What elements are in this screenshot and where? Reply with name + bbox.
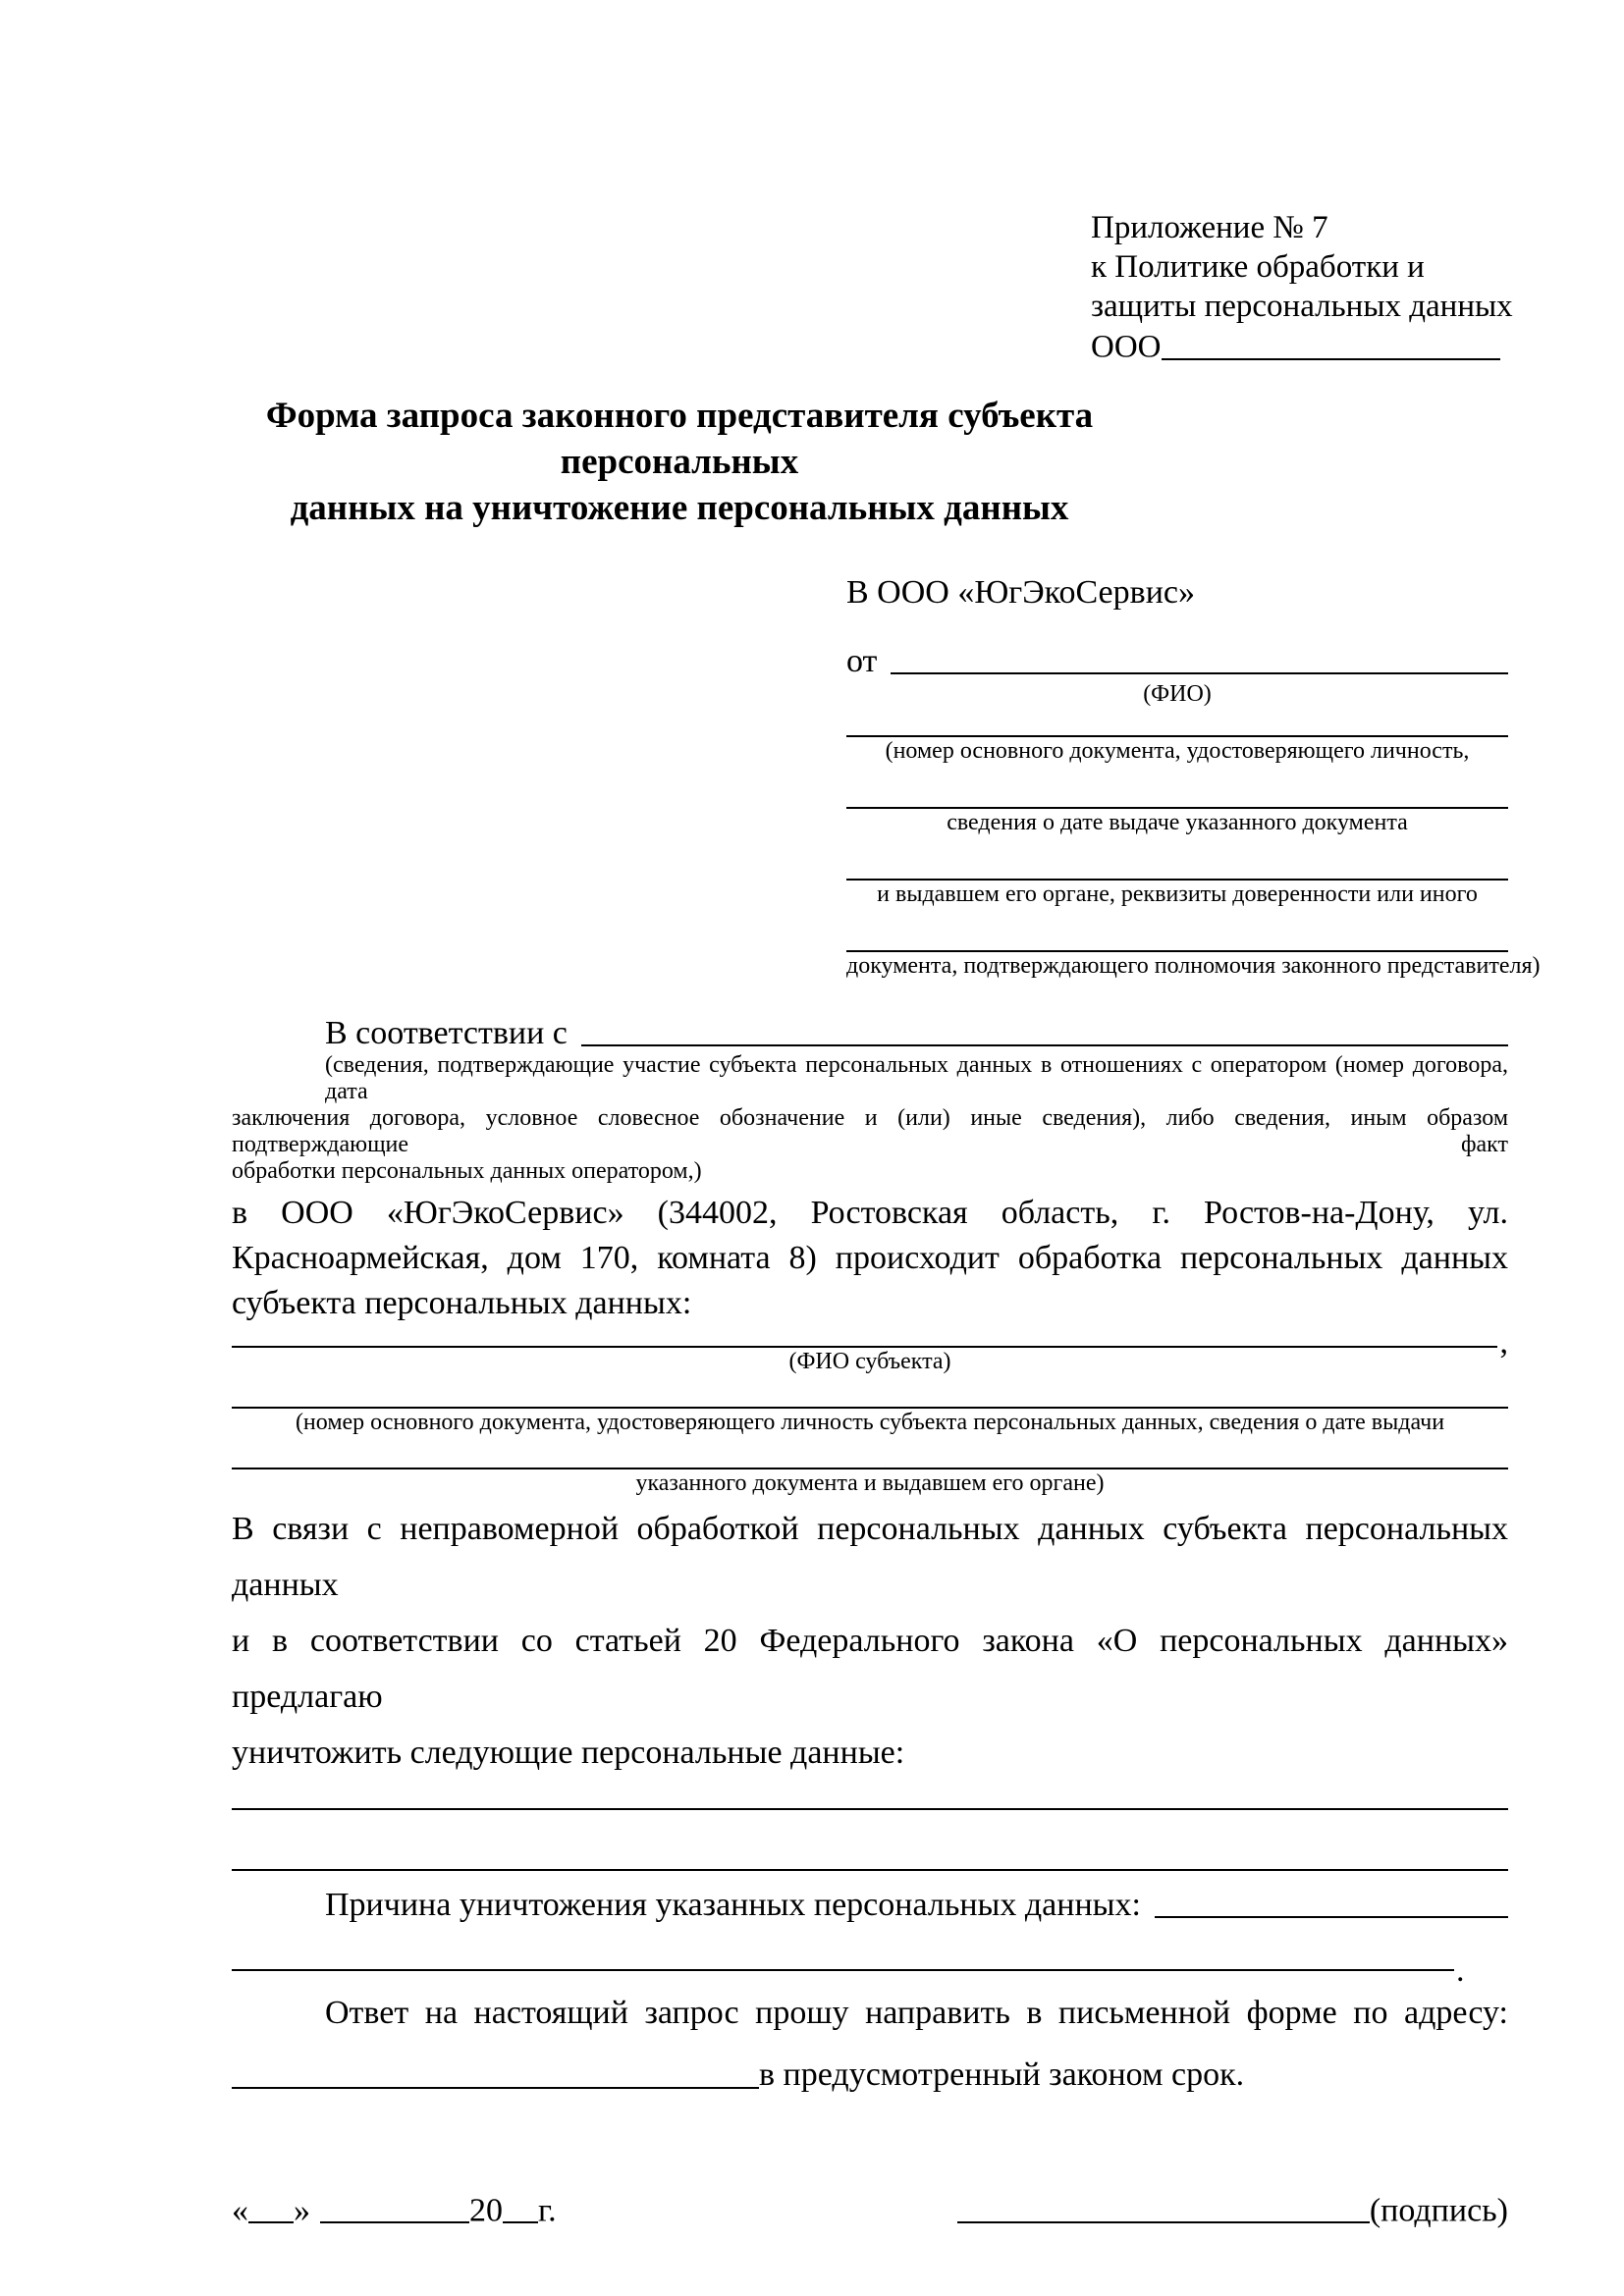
reason-continuation-row <box>232 1936 1508 1989</box>
issuing-authority-caption: и выдавшем его органе, реквизиты доверенности или иного <box>877 881 1478 907</box>
subject-fio-comma: , <box>1499 1323 1508 1361</box>
attachment-company-row <box>1091 326 1508 367</box>
footnote-line-3: обработки персональных данных оператором,) <box>232 1157 702 1184</box>
unlawful-line-1: В связи с неправомерной обработкой персональных данных субъекта персональных данных <box>232 1510 1508 1603</box>
subject-document-caption-1: (номер основного документа, удостоверяющего личность субъекта персональных данных, сведения о дате выдачи <box>295 1409 1445 1435</box>
attachment-line-3: защиты персональных данных <box>1091 289 1513 324</box>
company-prefix: ООО <box>1091 329 1162 365</box>
document-number-blank-field[interactable] <box>846 708 1508 737</box>
reason-end-dot: . <box>1456 1951 1465 1989</box>
fio-caption: (ФИО) <box>1143 680 1212 707</box>
year-prefix: 20 <box>469 2192 503 2229</box>
attachment-line-1: Приложение № 7 <box>1091 210 1328 245</box>
accordance-footnote <box>232 1052 1508 1185</box>
subject-document-blank-field[interactable] <box>232 1375 1508 1409</box>
from-label: от <box>846 642 878 679</box>
addressee-block <box>846 572 1541 980</box>
data-to-destroy-blank-field-1[interactable] <box>232 1781 1508 1810</box>
unlawful-paragraph <box>232 1501 1508 1781</box>
signature-group <box>957 2189 1508 2230</box>
addressee-to: В ООО «ЮгЭкоСервис» <box>846 573 1195 611</box>
authority-document-caption: документа, подтверждающего полномочия законного представителя) <box>846 952 1541 979</box>
company-name-blank-field[interactable] <box>1162 329 1500 360</box>
signature-blank-field[interactable] <box>957 2192 1370 2224</box>
title-line-2: данных на уничтожение персональных данных <box>290 487 1069 528</box>
document-number-caption: (номер основного документа, удостоверяющего личность, <box>885 737 1470 764</box>
issue-date-caption: сведения о дате выдаче указанного документа <box>947 809 1408 835</box>
from-row <box>846 637 1508 680</box>
date-month-blank-field[interactable] <box>320 2192 469 2224</box>
reason-blank-field[interactable] <box>1155 1916 1508 1918</box>
operator-line-3: субъекта персональных данных: <box>232 1284 692 1321</box>
reason-label: Причина уничтожения указанных персональных данных: <box>325 1886 1141 1923</box>
reason-row <box>232 1877 1508 1924</box>
operator-line-2: Красноармейская, дом 170, комната 8) происходит обработка персональных данных <box>232 1239 1508 1276</box>
attachment-note <box>1091 208 1513 367</box>
date-group <box>232 2189 557 2230</box>
footnote-line-1: (сведения, подтверждающие участие субъекта персональных данных в отношениях с оператором (номер договора, дата <box>325 1051 1508 1104</box>
answer-line-2-suffix: в предусмотренный законом срок. <box>759 2056 1245 2093</box>
date-day-blank-field[interactable] <box>248 2192 294 2224</box>
date-close-quote: » <box>294 2192 310 2229</box>
title-line-1: Форма запроса законного представителя субъекта персональных <box>265 395 1094 482</box>
subject-document-caption-2: указанного документа и выдавшем его органе) <box>635 1469 1105 1496</box>
date-signature-row <box>232 2189 1508 2230</box>
accordance-label: В соответствии с <box>325 1014 568 1051</box>
page-title <box>232 393 1127 531</box>
answer-address-row <box>232 2050 1508 2095</box>
attachment-line-2: к Политике обработки и <box>1091 249 1425 285</box>
footnote-line-2: заключения договора, условное словесное обозначение и (или) иные сведения), либо сведения, иным образом подтверждающие факт <box>232 1104 1508 1157</box>
from-name-blank-field[interactable] <box>891 672 1508 674</box>
answer-address-blank-field[interactable] <box>232 2087 759 2089</box>
date-open-quote: « <box>232 2192 248 2229</box>
subject-fio-caption: (ФИО субъекта) <box>788 1348 951 1374</box>
date-year-blank-field[interactable] <box>503 2192 538 2224</box>
accordance-row <box>232 1007 1508 1052</box>
answer-line-1: Ответ на настоящий запрос прошу направить в письменной форме по адресу: <box>325 1994 1508 2031</box>
unlawful-line-2: и в соответствии со статьей 20 Федерального закона «О персональных данных» предлагаю <box>232 1622 1508 1715</box>
accordance-blank-field[interactable] <box>581 1044 1508 1046</box>
issue-date-blank-field[interactable] <box>846 765 1508 809</box>
unlawful-line-3: уничтожить следующие персональные данные: <box>232 1734 905 1771</box>
authority-document-blank-field[interactable] <box>846 908 1508 952</box>
issuing-authority-blank-field[interactable] <box>846 836 1508 881</box>
year-suffix: г. <box>538 2192 557 2229</box>
operator-line-1: в ООО «ЮгЭкоСервис» (344002, Ростовская область, г. Ростов-на-Дону, ул. <box>232 1194 1508 1231</box>
signature-caption: (подпись) <box>1369 2192 1508 2229</box>
operator-paragraph <box>232 1191 1508 1326</box>
reason-blank-field-2[interactable] <box>232 1969 1454 1971</box>
data-to-destroy-blank-field-2[interactable] <box>232 1810 1508 1871</box>
subject-document-blank-field-2[interactable] <box>232 1436 1508 1469</box>
